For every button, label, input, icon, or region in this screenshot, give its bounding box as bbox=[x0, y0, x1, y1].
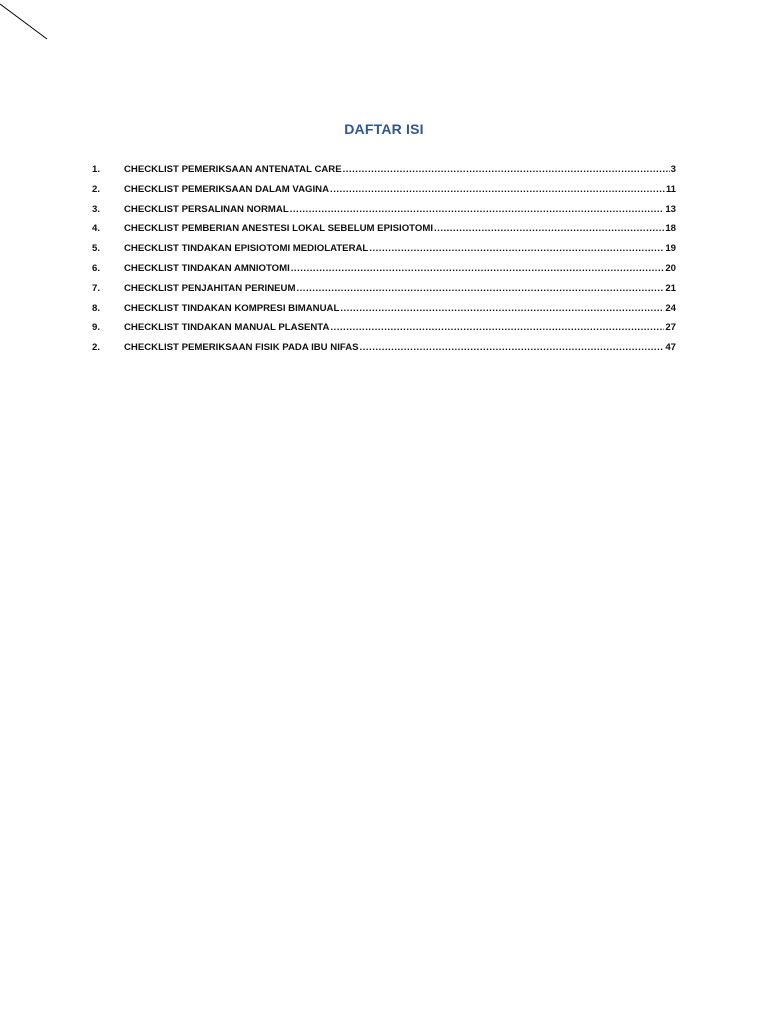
toc-entry-number: 5. bbox=[92, 243, 101, 255]
toc-dot-leader bbox=[434, 223, 664, 234]
toc-entry[interactable] bbox=[92, 263, 676, 283]
toc-dot-leader bbox=[360, 342, 665, 353]
toc-entry-number: 3. bbox=[92, 203, 101, 215]
toc-dot-leader bbox=[291, 263, 665, 274]
toc-dot-leader bbox=[290, 204, 665, 215]
toc-entry[interactable] bbox=[92, 204, 676, 224]
toc-dot-leader bbox=[343, 164, 670, 175]
toc-entry-number: 4. bbox=[92, 223, 101, 235]
toc-entry-number: 1. bbox=[92, 164, 101, 175]
toc-entry-title: CHECKLIST TINDAKAN EPISIOTOMI MEDIOLATERAL bbox=[124, 243, 369, 255]
toc-entry-title: CHECKLIST PENJAHITAN PERINEUM bbox=[124, 282, 296, 294]
toc-entry[interactable] bbox=[92, 184, 676, 204]
toc-entry[interactable] bbox=[92, 283, 676, 303]
corner-line-mark bbox=[0, 0, 50, 42]
toc-entry-page: 18 bbox=[665, 223, 676, 235]
toc-entry-page: 19 bbox=[665, 243, 676, 255]
toc-entry[interactable] bbox=[92, 243, 676, 263]
toc-entry-title: CHECKLIST PEMBERIAN ANESTESI LOKAL SEBELUM EPISIOTOMI bbox=[124, 223, 433, 235]
toc-entry-title: CHECKLIST TINDAKAN KOMPRESI BIMANUAL bbox=[124, 302, 340, 314]
toc-entry-page: 11 bbox=[665, 183, 676, 195]
toc-dot-leader bbox=[330, 184, 665, 195]
toc-entry-number: 7. bbox=[92, 282, 101, 294]
toc-entry-number: 2. bbox=[92, 342, 101, 354]
toc-entry-page: 21 bbox=[665, 282, 676, 294]
toc-entry-title: CHECKLIST TINDAKAN MANUAL PLASENTA bbox=[124, 322, 330, 334]
toc-entry-title: CHECKLIST PEMERIKSAAN FISIK PADA IBU NIFAS bbox=[124, 342, 359, 354]
toc-entry-title: CHECKLIST PEMERIKSAAN ANTENATAL CARE bbox=[124, 164, 342, 175]
toc-entry[interactable] bbox=[92, 303, 676, 323]
toc-entry-title: CHECKLIST PERSALINAN NORMAL bbox=[124, 203, 289, 215]
toc-entry-number: 9. bbox=[92, 322, 101, 334]
toc-dot-leader bbox=[369, 243, 664, 254]
toc-entry[interactable] bbox=[92, 342, 676, 362]
toc-entry[interactable] bbox=[92, 164, 676, 184]
toc-entry-page: 24 bbox=[665, 302, 676, 314]
toc-entry-page: 27 bbox=[665, 322, 676, 334]
toc-entry-title: CHECKLIST TINDAKAN AMNIOTOMI bbox=[124, 262, 290, 274]
toc-entry-page: 47 bbox=[665, 342, 676, 354]
toc-entry[interactable] bbox=[92, 223, 676, 243]
toc-entry-page: 20 bbox=[665, 262, 676, 274]
toc-entry-number: 2. bbox=[92, 183, 101, 195]
page-title: DAFTAR ISI bbox=[344, 121, 424, 137]
toc-entry-page: 3 bbox=[670, 164, 676, 175]
toc-entry-number: 6. bbox=[92, 262, 101, 274]
toc-entry[interactable] bbox=[92, 322, 676, 342]
toc-entry-title: CHECKLIST PEMERIKSAAN DALAM VAGINA bbox=[124, 183, 330, 195]
toc-dot-leader bbox=[340, 303, 664, 314]
toc-entry-page: 13 bbox=[665, 203, 676, 215]
table-of-contents bbox=[92, 164, 676, 362]
toc-dot-leader bbox=[296, 283, 664, 294]
toc-dot-leader bbox=[330, 322, 664, 333]
toc-entry-number: 8. bbox=[92, 302, 101, 314]
